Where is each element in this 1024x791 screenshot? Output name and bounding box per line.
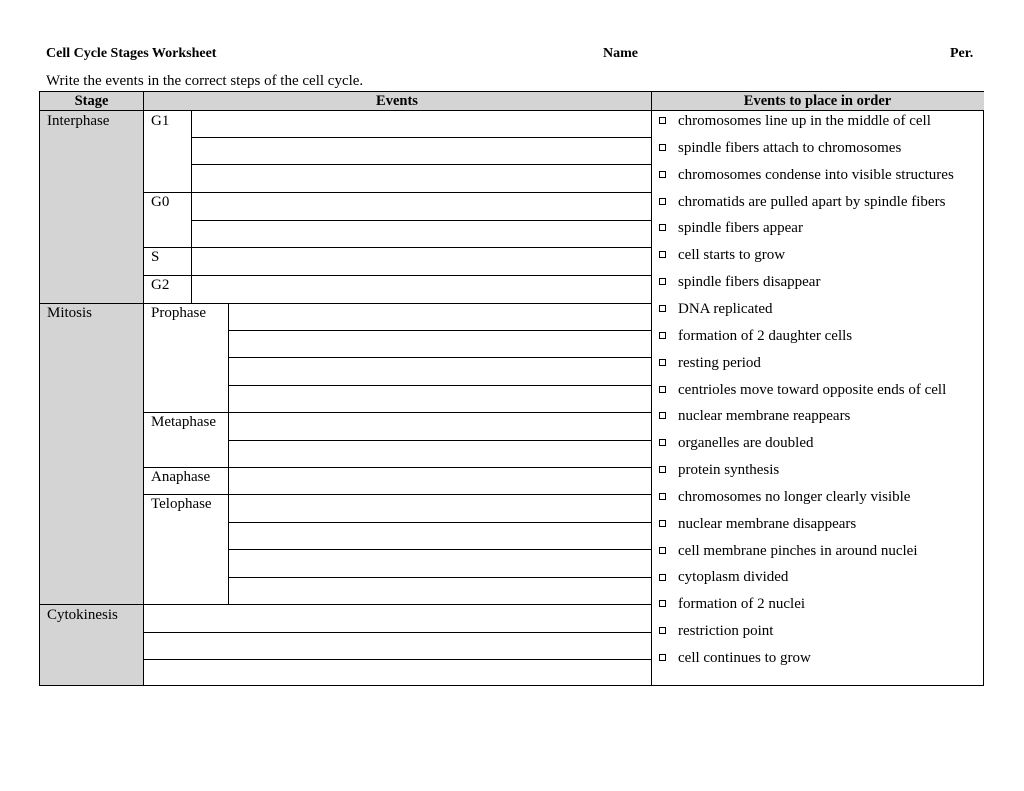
header-divider — [40, 110, 983, 111]
answer-line — [191, 220, 651, 221]
substage-g0: G0 — [151, 194, 170, 210]
event-item — [659, 488, 910, 506]
cell-cycle-table — [39, 91, 984, 686]
event-text: organelles are doubled — [678, 435, 814, 452]
event-item — [659, 568, 788, 586]
answer-line — [143, 632, 651, 633]
event-text: chromosomes condense into visible structures — [678, 166, 954, 183]
event-item — [659, 273, 820, 291]
event-item — [659, 407, 850, 425]
stage-mitosis: Mitosis — [47, 305, 93, 321]
substage-g1: G1 — [151, 113, 170, 129]
g0-s-divider — [143, 247, 651, 248]
event-text: cell membrane pinches in around nuclei — [678, 542, 918, 559]
event-text: chromosomes line up in the middle of cell — [678, 113, 931, 129]
checkbox-bullet-icon — [659, 466, 666, 473]
period-label: Per. — [950, 46, 974, 61]
event-text: formation of 2 daughter cells — [678, 327, 853, 344]
answer-line — [228, 522, 651, 523]
checkbox-bullet-icon — [659, 305, 666, 312]
event-text: protein synthesis — [678, 462, 780, 479]
checkbox-bullet-icon — [659, 198, 666, 205]
checkbox-bullet-icon — [659, 144, 666, 151]
checkbox-bullet-icon — [659, 171, 666, 178]
event-item — [659, 515, 856, 533]
event-item — [659, 649, 811, 667]
event-item — [659, 139, 901, 157]
event-item — [659, 381, 946, 399]
event-text: restriction point — [678, 623, 774, 640]
event-item — [659, 300, 773, 318]
event-text: cytoplasm divided — [678, 569, 789, 586]
event-item — [659, 246, 785, 264]
event-text: formation of 2 nuclei — [678, 596, 806, 613]
checkbox-bullet-icon — [659, 439, 666, 446]
mitosis-cytokinesis-divider — [40, 604, 651, 605]
metaphase-anaphase-divider — [143, 467, 651, 468]
instructions: Write the events in the correct steps of the cell cycle. — [46, 73, 364, 89]
substage-s: S — [151, 249, 160, 265]
event-item — [659, 166, 954, 184]
header-events-to-order: Events to place in order — [651, 92, 984, 110]
header-events: Events — [143, 92, 651, 110]
event-text: spindle fibers appear — [678, 220, 803, 237]
event-item — [659, 193, 945, 211]
checkbox-bullet-icon — [659, 251, 666, 258]
substage-metaphase: Metaphase — [151, 414, 216, 430]
answer-line — [228, 549, 651, 550]
mitosis-subcol-divider — [228, 303, 229, 604]
checkbox-bullet-icon — [659, 574, 666, 581]
stage-events-divider — [143, 92, 144, 685]
event-text: centrioles move toward opposite ends of cell — [678, 381, 947, 398]
checkbox-bullet-icon — [659, 493, 666, 500]
event-item — [659, 327, 852, 345]
answer-line — [228, 330, 651, 331]
anaphase-telophase-divider — [143, 494, 651, 495]
prophase-metaphase-divider — [143, 412, 651, 413]
event-item — [659, 542, 918, 560]
checkbox-bullet-icon — [659, 386, 666, 393]
checkbox-bullet-icon — [659, 600, 666, 607]
event-text: cell continues to grow — [678, 650, 811, 666]
events-order-divider — [651, 92, 652, 685]
worksheet-title: Cell Cycle Stages Worksheet — [46, 46, 217, 61]
checkbox-bullet-icon — [659, 627, 666, 634]
answer-line — [191, 164, 651, 165]
substage-prophase: Prophase — [151, 305, 206, 321]
checkbox-bullet-icon — [659, 412, 666, 419]
answer-line — [228, 385, 651, 386]
interphase-mitosis-divider — [40, 303, 651, 304]
answer-line — [191, 137, 651, 138]
checkbox-bullet-icon — [659, 224, 666, 231]
substage-telophase: Telophase — [151, 496, 212, 512]
checkbox-bullet-icon — [659, 278, 666, 285]
checkbox-bullet-icon — [659, 332, 666, 339]
event-item — [659, 219, 803, 237]
event-text: spindle fibers attach to chromosomes — [678, 139, 902, 156]
event-item — [659, 354, 761, 372]
event-text: spindle fibers disappear — [678, 274, 821, 291]
event-item — [659, 461, 779, 479]
checkbox-bullet-icon — [659, 117, 666, 124]
stage-cytokinesis: Cytokinesis — [47, 607, 118, 623]
event-text: resting period — [678, 354, 761, 371]
answer-line — [228, 357, 651, 358]
event-text: chromosomes no longer clearly visible — [678, 488, 911, 505]
checkbox-bullet-icon — [659, 654, 666, 661]
event-text: cell starts to grow — [678, 247, 786, 264]
answer-line — [143, 659, 651, 660]
event-text: chromatids are pulled apart by spindle fibers — [678, 193, 946, 210]
substage-g2: G2 — [151, 277, 170, 293]
event-item — [659, 595, 805, 613]
header-stage: Stage — [40, 92, 143, 110]
g1-g0-divider — [143, 192, 651, 193]
answer-line — [228, 440, 651, 441]
substage-anaphase: Anaphase — [151, 469, 211, 485]
name-label: Name — [603, 46, 638, 61]
checkbox-bullet-icon — [659, 520, 666, 527]
checkbox-bullet-icon — [659, 359, 666, 366]
event-item — [659, 112, 931, 130]
event-text: nuclear membrane reappears — [678, 408, 851, 425]
event-item — [659, 622, 773, 640]
event-text: DNA replicated — [678, 300, 773, 317]
s-g2-divider — [143, 275, 651, 276]
stage-column — [40, 110, 143, 685]
stage-interphase: Interphase — [47, 113, 110, 129]
checkbox-bullet-icon — [659, 547, 666, 554]
answer-line — [228, 577, 651, 578]
event-text: nuclear membrane disappears — [678, 515, 857, 532]
event-item — [659, 434, 814, 452]
